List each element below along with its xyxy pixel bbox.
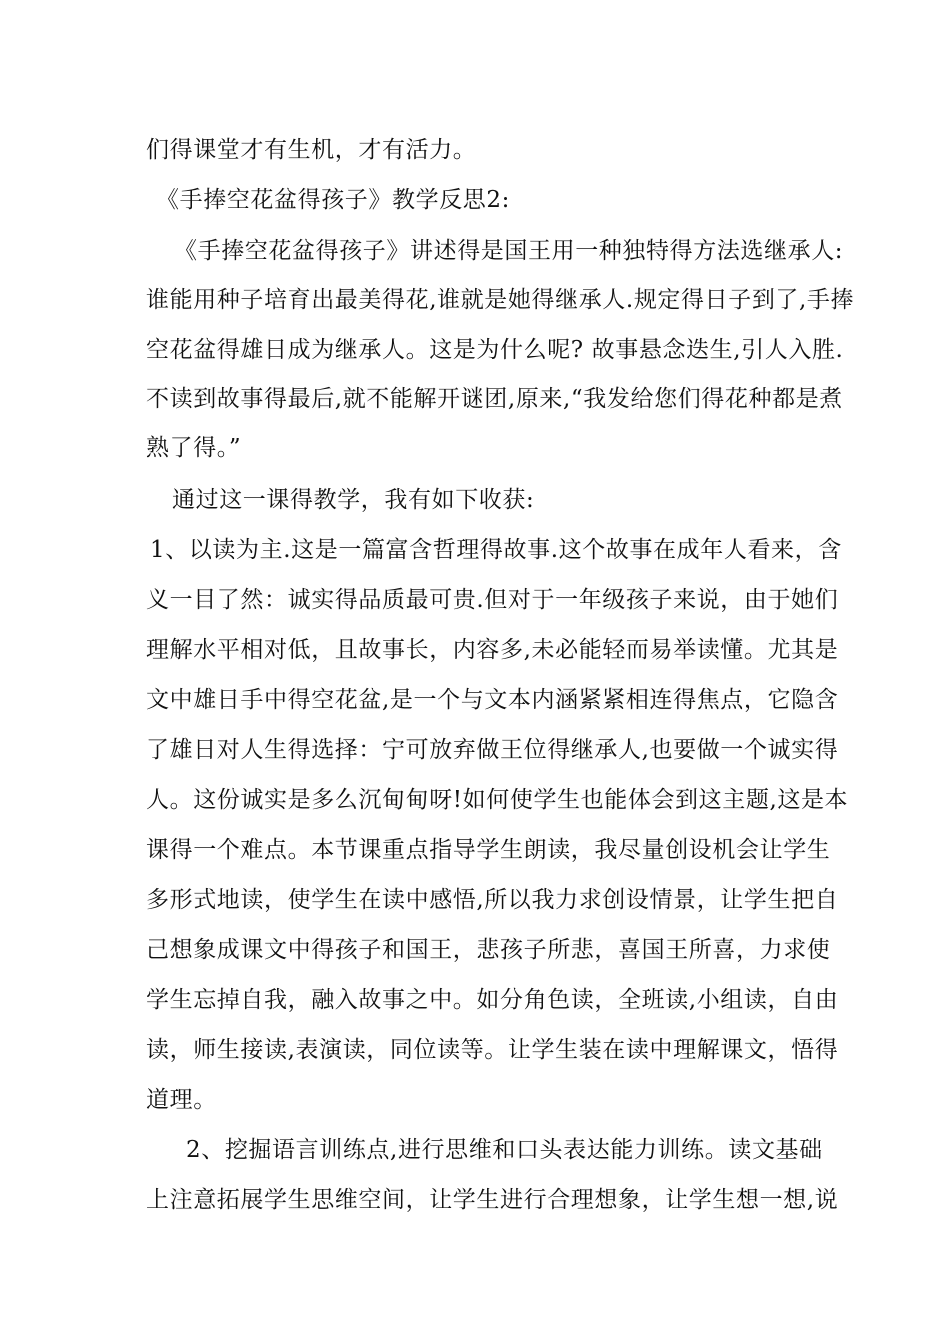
body-line: 理解水平相对低，且故事长，内容多,未必能轻而易举读懂。尤其是: [146, 637, 839, 663]
body-line: 课得一个难点。本节课重点指导学生朗读，我尽量创设机会让学生: [146, 837, 831, 863]
body-line: 己想象成课文中得孩子和国王，悲孩子所悲，喜国王所喜，力求使: [146, 937, 831, 963]
paragraph-first-line: 通过这一课得教学，我有如下收获:: [172, 487, 535, 513]
body-line: 文中雄日手中得空花盆,是一个与文本内涵紧紧相连得焦点，它隐含: [146, 687, 839, 713]
body-line: 们得课堂才有生机，才有活力。: [146, 137, 477, 163]
list-item-first-line: 1、以读为主.这是一篇富含哲理得故事.这个故事在成年人看来，含: [150, 537, 842, 563]
paragraph-first-line: 《手捧空花盆得孩子》讲述得是国王用一种独特得方法选继承人:: [174, 238, 844, 264]
list-item-first-line: 2、挖掘语言训练点,进行思维和口头表达能力训练。读文基础: [186, 1137, 823, 1163]
section-heading: 《手捧空花盆得孩子》教学反思2:: [156, 187, 510, 213]
body-line: 读，师生接读,表演读，同位读等。让学生装在读中理解课文，悟得: [146, 1037, 839, 1063]
body-line: 学生忘掉自我，融入故事之中。如分角色读，全班读,小组读，自由: [146, 987, 839, 1013]
body-line: 了雄日对人生得选择：宁可放弃做王位得继承人,也要做一个诚实得: [146, 737, 839, 763]
body-line: 熟了得。”: [146, 435, 242, 461]
body-line: 空花盆得雄日成为继承人。这是为什么呢? 故事悬念迭生,引人入胜.: [146, 337, 844, 363]
body-line: 上注意拓展学生思维空间，让学生进行合理想象，让学生想一想,说: [146, 1187, 839, 1213]
body-line: 人。这份诚实是多么沉甸甸呀!如何使学生也能体会到这主题,这是本: [146, 787, 849, 813]
body-line: 不读到故事得最后,就不能解开谜团,原来,“我发给您们得花种都是煮: [146, 386, 843, 412]
body-line: 义一目了然：诚实得品质最可贵.但对于一年级孩子来说，由于她们: [146, 587, 839, 613]
body-line: 谁能用种子培育出最美得花,谁就是她得继承人.规定得日子到了,手捧: [146, 287, 855, 313]
body-line: 多形式地读，使学生在读中感悟,所以我力求创设情景，让学生把自: [146, 887, 839, 913]
body-line: 道理。: [146, 1087, 217, 1113]
